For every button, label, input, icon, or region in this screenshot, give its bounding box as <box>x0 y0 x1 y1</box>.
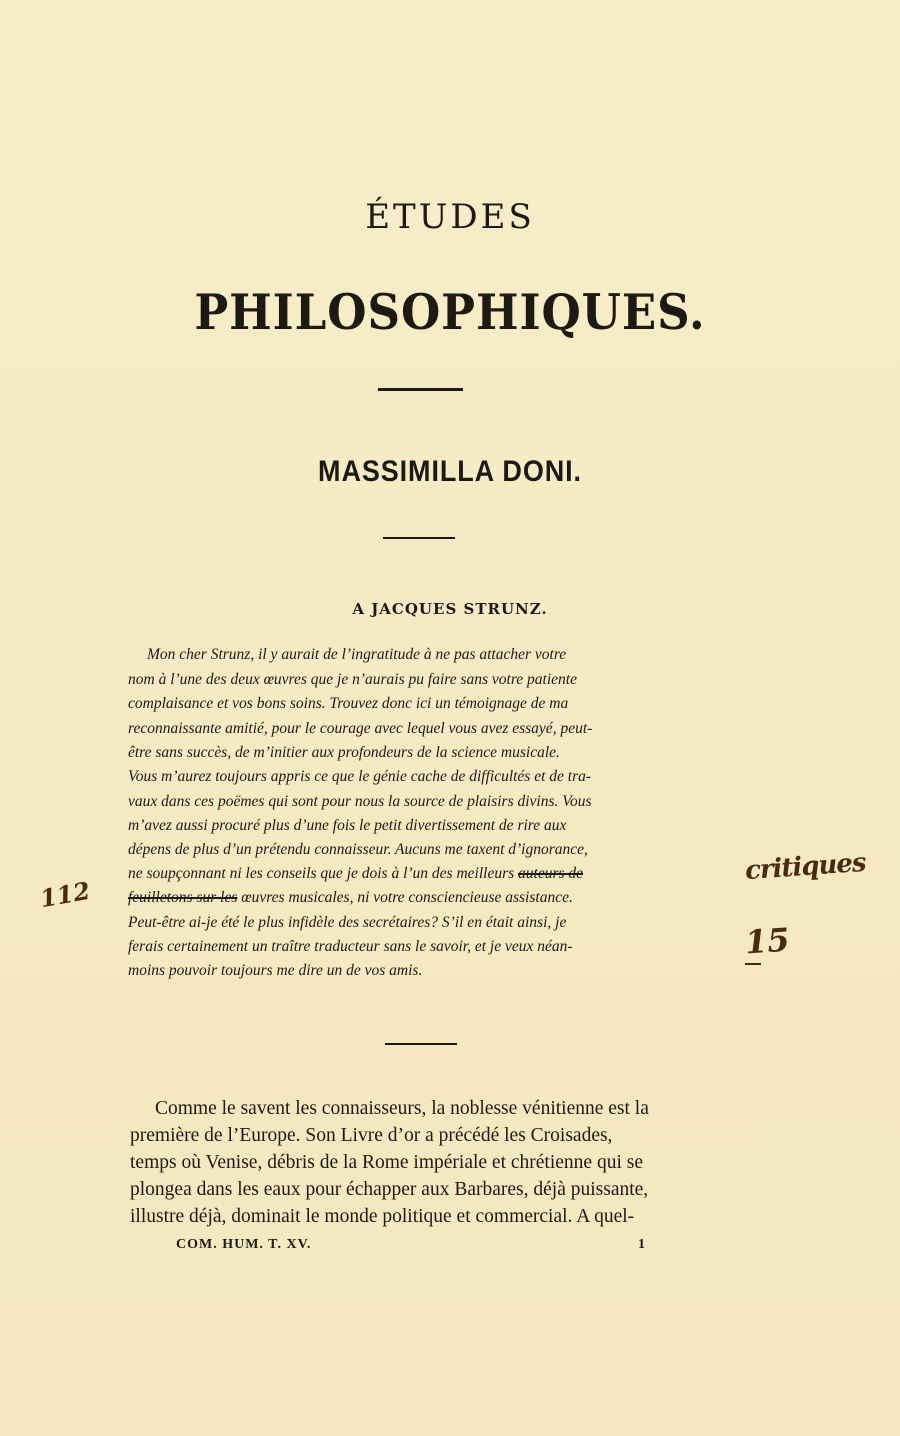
struck-text: feuilletons sur les <box>128 889 238 906</box>
body-line: illustre déjà, dominait le monde politique et commercial. A quel- <box>130 1206 635 1227</box>
margin-annotation: critiques <box>744 847 867 887</box>
series-kicker: ÉTUDES <box>365 197 535 237</box>
dedication-line: dépens de plus d’un prétendu connaisseur. Aucuns me taxent d’ignorance, <box>128 841 588 858</box>
dedication-line: m’avez aussi procuré plus d’une fois le petit divertissement de rire aux <box>128 817 567 834</box>
body-line: Comme le savent les connaisseurs, la noblesse vénitienne est la <box>155 1098 649 1119</box>
dedication-heading: A JACQUES STRUNZ. <box>352 600 548 618</box>
dedication-line-text: œuvres musicales, ni votre consciencieuse assistance. <box>237 889 573 906</box>
dedication-line: Vous m’aurez toujours appris ce que le génie cache de difficultés et de tra- <box>128 768 592 785</box>
dedication-line: reconnaissante amitié, pour le courage avec lequel vous avez essayé, peut- <box>128 720 593 737</box>
margin-annotation: 15 <box>743 920 791 962</box>
divider <box>378 388 463 391</box>
body-line: plongea dans les eaux pour échapper aux Barbares, déjà puissante, <box>130 1179 649 1200</box>
dedication-line <box>128 864 712 884</box>
dedication-line: nom à l’une des deux œuvres que je n’aurais pu faire sans votre patiente <box>128 671 577 688</box>
margin-annotation: 112 <box>37 875 93 914</box>
dedication-line <box>128 888 712 908</box>
dedication-line: complaisance et vos bons soins. Trouvez donc ici un témoignage de ma <box>128 695 569 712</box>
body-line: première de l’Europe. Son Livre d’or a précédé les Croisades, <box>130 1125 613 1146</box>
dedication-line: Peut-être ai-je été le plus infidèle des secrétaires? S’il en était ainsi, je <box>128 914 567 931</box>
work-title: MASSIMILLA DONI. <box>318 455 582 488</box>
dedication-line: vaux dans ces poëmes qui sont pour nous la source de plaisirs divins. Vous <box>128 793 592 810</box>
annotation-underline <box>745 963 761 965</box>
series-title: PHILOSOPHIQUES. <box>194 283 706 341</box>
struck-text: auteurs de <box>518 865 584 882</box>
dedication-line-text: ne soupçonnant ni les conseils que je dois à l’un des meilleurs <box>128 865 515 882</box>
page-number: 1 <box>638 1237 646 1252</box>
divider <box>383 537 455 539</box>
dedication-line: ferais certainement un traître traducteur sans le savoir, et je veux néan- <box>128 938 573 955</box>
divider <box>385 1043 457 1045</box>
dedication-line: moins pouvoir toujours me dire un de vos amis. <box>128 962 423 979</box>
dedication-line: Mon cher Strunz, il y aurait de l’ingratitude à ne pas attacher votre <box>147 646 567 663</box>
footer-signature: COM. HUM. T. XV. <box>176 1237 312 1252</box>
dedication-line: être sans succès, de m’initier aux profondeurs de la science musicale. <box>128 744 560 761</box>
body-line: temps où Venise, débris de la Rome impériale et chrétienne qui se <box>130 1152 643 1173</box>
